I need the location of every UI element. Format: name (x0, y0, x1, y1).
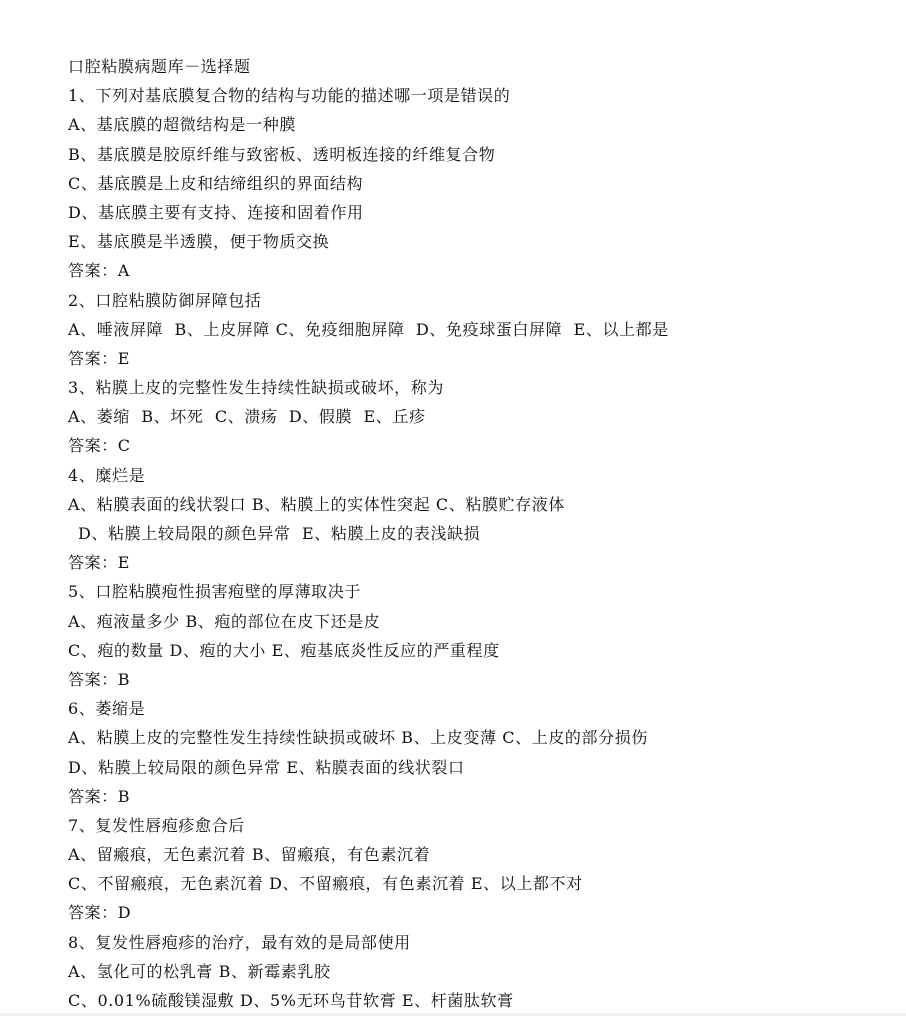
option-line: A、疱液量多少 B、疱的部位在皮下还是皮 (68, 611, 381, 631)
question-stem: 5、口腔粘膜疱性损害疱壁的厚薄取决于 (68, 582, 361, 602)
question-stem: 1、下列对基底膜复合物的结构与功能的描述哪一项是错误的 (68, 86, 511, 106)
option-line: D、粘膜上较局限的颜色异常 E、粘膜表面的线状裂口 (68, 757, 465, 777)
question-stem: 4、糜烂是 (68, 465, 146, 485)
question-stem: 7、复发性唇疱疹愈合后 (68, 815, 245, 835)
question-stem: 2、口腔粘膜防御屏障包括 (68, 290, 262, 310)
answer-line: 答案：D (68, 903, 132, 923)
option-line: A、唾液屏障 B、上皮屏障 C、免疫细胞屏障 D、免疫球蛋白屏障 E、以上都是 (68, 319, 669, 339)
option-line: C、不留瘢痕，无色素沉着 D、不留瘢痕，有色素沉着 E、以上都不对 (68, 874, 583, 894)
option-line: A、粘膜上皮的完整性发生持续性缺损或破坏 B、上皮变薄 C、上皮的部分损伤 (68, 728, 648, 748)
question-stem: 3、粘膜上皮的完整性发生持续性缺损或破坏，称为 (68, 378, 444, 398)
answer-line: 答案：B (68, 669, 131, 689)
answer-line: 答案：E (68, 348, 131, 368)
document-body (68, 52, 888, 1015)
option-line: A、粘膜表面的线状裂口 B、粘膜上的实体性突起 C、粘膜贮存液体 (68, 494, 565, 514)
option-line: C、基底膜是上皮和结缔组织的界面结构 (68, 173, 364, 193)
answer-line: 答案：E (68, 553, 131, 573)
option-line: E、基底膜是半透膜，便于物质交换 (68, 232, 330, 252)
option-line: A、基底膜的超微结构是一种膜 (68, 115, 296, 135)
option-line: D、基底膜主要有支持、连接和固着作用 (68, 202, 364, 222)
question-stem: 8、复发性唇疱疹的治疗，最有效的是局部使用 (68, 932, 411, 952)
answer-line: 答案：B (68, 786, 131, 806)
option-line: D、粘膜上较局限的颜色异常 E、粘膜上皮的表浅缺损 (78, 524, 481, 543)
option-line: A、萎缩 B、坏死 C、溃疡 D、假膜 E、丘疹 (68, 407, 426, 427)
option-line: A、留瘢痕，无色素沉着 B、留瘢痕，有色素沉着 (68, 845, 431, 865)
option-line: B、基底膜是胶原纤维与致密板、透明板连接的纤维复合物 (68, 144, 496, 164)
document-title: 口腔粘膜病题库－选择题 (68, 57, 251, 76)
answer-line: 答案：A (68, 261, 130, 281)
option-line: A、氢化可的松乳膏 B、新霉素乳胶 (68, 961, 331, 981)
answer-line: 答案：C (68, 436, 131, 456)
question-stem: 6、萎缩是 (68, 699, 146, 719)
option-line: C、疱的数量 D、疱的大小 E、疱基底炎性反应的严重程度 (68, 640, 500, 660)
option-line: C、0.01%硫酸镁湿敷 D、5%无环鸟苷软膏 E、杆菌肽软膏 (68, 991, 514, 1010)
